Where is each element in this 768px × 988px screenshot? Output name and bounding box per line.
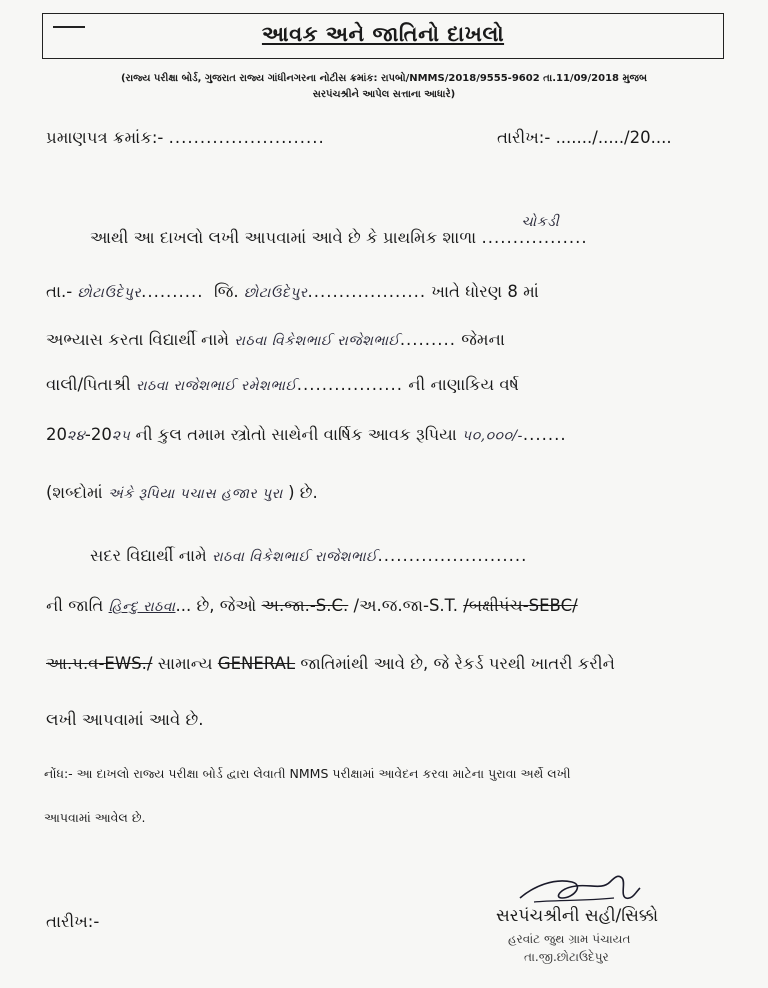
caste-label: ની જાતિ bbox=[46, 596, 104, 615]
income-amount-handwritten: ૫૦,૦૦૦/- bbox=[462, 428, 523, 444]
date-bottom-label: તારીખ:- bbox=[46, 912, 100, 931]
note-line2: આપવામાં આવેલ છે. bbox=[44, 810, 146, 825]
taluka-handwritten: છોટાઉદેપુર bbox=[77, 285, 142, 301]
school-name-field: ................. bbox=[481, 228, 588, 247]
option-sc-struck: અ.જા.-S.C. bbox=[261, 596, 349, 615]
is-text: છે, જેઓ bbox=[196, 596, 257, 615]
record-text: જાતિમાંથી આવે છે, જે રેકર્ડ પરથી ખાતરી કરીને bbox=[300, 654, 615, 673]
para2-line4 bbox=[46, 710, 203, 730]
para1-line4 bbox=[46, 375, 519, 395]
taluka-field: .......... bbox=[141, 282, 204, 301]
year-separator: -20 bbox=[84, 425, 112, 444]
whose-text: જેમના bbox=[461, 330, 505, 349]
para1-line2 bbox=[46, 282, 539, 302]
student-name-field: ......... bbox=[399, 330, 457, 349]
school-name-handwritten: ચોકડી bbox=[521, 214, 560, 230]
caste-handwritten: હિન્દુ રાઠવા bbox=[108, 599, 176, 615]
date-top-label: તારીખ:- bbox=[497, 128, 551, 147]
guardian-name-handwritten: રાઠવા રાજેશભાઈ રમેશભાઈ bbox=[135, 378, 297, 394]
header-note-line1: (રાજ્ય પરીક્ષા બોર્ડ, ગુજરાત રાજ્ય ગાંધીનગરના નોટીસ ક્રમાંક: રાપબો/NMMS/2018/9555-9602 તા.11/09/2018 મુજબ bbox=[120, 73, 648, 84]
district-handwritten: છોટાઉદેપુર bbox=[243, 285, 308, 301]
words-open: (શબ્દોમાં bbox=[46, 483, 103, 502]
option-general-gujarati: સામાન્ય bbox=[157, 654, 213, 673]
issued-text: લખી આપવામાં આવે છે. bbox=[46, 710, 204, 729]
option-sebc-struck: /બક્ષીપંચ-SEBC/ bbox=[463, 596, 578, 615]
date-top-row bbox=[497, 128, 672, 148]
words-close: ) છે. bbox=[288, 483, 318, 502]
year-from-prefix: 20 bbox=[46, 425, 67, 444]
para1-line1 bbox=[90, 214, 588, 248]
para2-line3 bbox=[46, 654, 615, 674]
taluka-label: તા.- bbox=[46, 282, 73, 301]
para1-line5 bbox=[46, 425, 567, 445]
guardian-label: વાલી/પિતાશ્રી bbox=[46, 375, 131, 394]
signature-label: સરપંચશ્રીની સહી/સિક્કો bbox=[496, 906, 659, 926]
intro-text: આથી આ દાખલો લખી આપવામાં આવે છે કે પ્રાથમિક શાળા bbox=[90, 228, 477, 247]
certificate-number-row bbox=[46, 128, 325, 148]
guardian-name-field: ................. bbox=[296, 375, 403, 394]
para1-line3 bbox=[46, 330, 505, 350]
option-ews-struck: આ.પ.વ-EWS./ bbox=[46, 654, 153, 673]
certificate-number-label: પ્રમાણપત્ર ક્રમાંક:- bbox=[46, 128, 164, 147]
study-label: અભ્યાસ કરતા વિદ્યાર્થી નામે bbox=[46, 330, 230, 349]
year-from-handwritten: ૨૪ bbox=[67, 428, 85, 444]
fy-text: ની નાણાકિય વર્ષ bbox=[408, 375, 519, 394]
header-note-line2: સરપંચશ્રીને આપેલ સત્તાના આધારે) bbox=[312, 89, 456, 100]
option-general-struck: GENERAL bbox=[217, 654, 296, 673]
para2-intro: સદર વિદ્યાર્થી નામે bbox=[90, 546, 207, 565]
para2-student-name-field: ........................ bbox=[377, 546, 528, 565]
option-st: /અ.જ.જા-S.T. bbox=[353, 596, 459, 615]
income-text: ની કુલ તમામ સ્ત્રોતો સાથેની વાર્ષિક આવક રૂપિયા bbox=[135, 425, 457, 444]
income-words-handwritten: અંકે રૂપિયા પચાસ હજાર પુરા bbox=[107, 486, 283, 502]
district-label: જિ. bbox=[214, 282, 239, 301]
para1-line6 bbox=[46, 483, 318, 503]
date-top-field: ......./...../20.... bbox=[555, 128, 672, 147]
para2-student-name-handwritten: રાઠવા વિકેશભાઈ રાજેશભાઈ bbox=[211, 549, 378, 565]
stamp-line2: તા.જી.છોટાઉદેપુર bbox=[524, 950, 609, 964]
title-box bbox=[42, 13, 724, 59]
student-name-handwritten: રાઠવા વિકેશભાઈ રાજેશભાઈ bbox=[234, 333, 400, 349]
district-field: ................... bbox=[307, 282, 427, 301]
class-text: ખાતે ધોરણ 8 માં bbox=[431, 282, 539, 301]
page-title: આવક અને જાતિનો દાખલો bbox=[261, 22, 505, 46]
para2-line2: ની જાતિ હિન્દુ રાઠવા... છે, જેઓ અ.જા.-S.C. /અ.જ.જા-S.T. /બક્ષીપંચ-SEBC/ bbox=[46, 596, 578, 615]
stamp-line1: હરવાંટ જુથ ગ્રામ પંચાયત bbox=[508, 932, 631, 946]
year-to-handwritten: ૨૫ bbox=[111, 428, 131, 444]
note-line1: નોંધ:- આ દાખલો રાજ્ય પરીક્ષા બોર્ડ દ્વારા લેવાતી NMMS પરીક્ષામાં આવેદન કરવા માટેના પુરાવા અર્થે લખી bbox=[44, 766, 571, 781]
certificate-number-field: ......................... bbox=[168, 128, 325, 147]
para2-line1 bbox=[90, 546, 527, 566]
income-amount-field: ....... bbox=[522, 425, 567, 444]
